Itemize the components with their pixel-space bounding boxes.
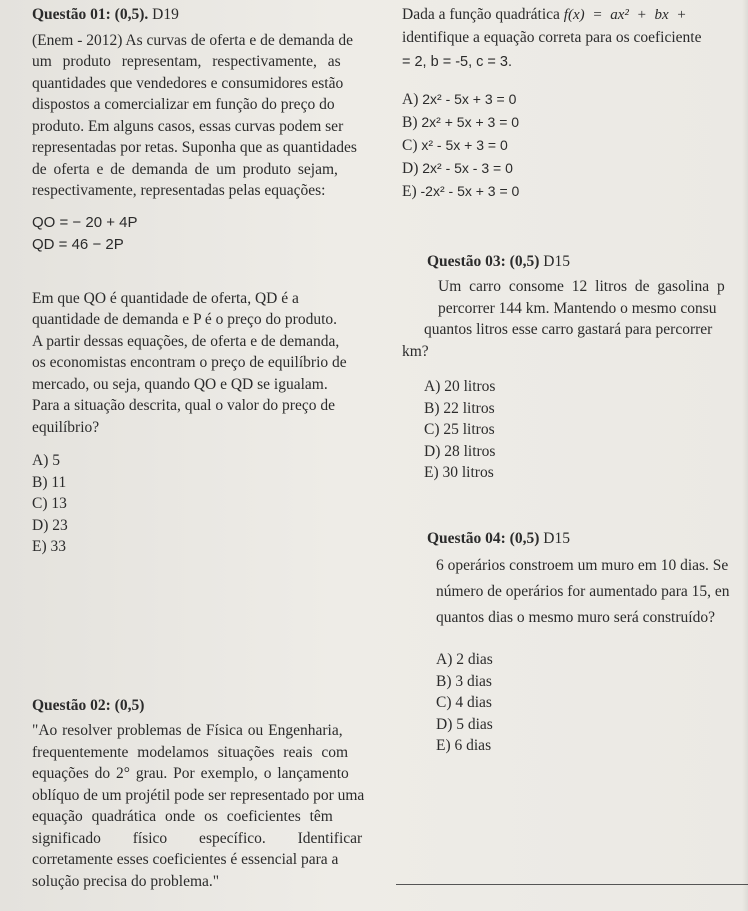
- question-02-title: Questão 02: (0,5): [32, 696, 145, 714]
- statement-line: percorrer 144 km. Mantendo o mesmo consu: [438, 299, 717, 317]
- supply-equation: QO = − 20 + 4P: [32, 213, 138, 231]
- option-c: C) x² - 5x + 3 = 0: [402, 136, 508, 154]
- statement-line: quantos dias o mesmo muro será construído?: [436, 609, 715, 626]
- statement-line: "Ao resolver problemas de Física ou Engenharia,: [32, 722, 343, 739]
- option-e: E) -2x² - 5x + 3 = 0: [402, 182, 520, 200]
- question-04: [402, 528, 748, 757]
- statement-line: Um carro consome 12 litros de gasolina p: [438, 278, 725, 295]
- option-b: B) 3 dias: [436, 672, 492, 690]
- question-03: [402, 251, 748, 484]
- question-01-options: [32, 450, 377, 558]
- question-01-statement: [32, 30, 377, 202]
- statement-line: representadas por retas. Suponha que as quantidades: [32, 139, 357, 156]
- statement-line: km?: [402, 342, 429, 360]
- question-04-title: Questão 04: (0,5) D15: [427, 529, 570, 547]
- option-a: A) 2x² - 5x + 3 = 0: [402, 90, 517, 108]
- body-line: Para a situação descrita, qual o valor do preço de: [32, 397, 335, 414]
- body-line: os economistas encontram o preço de equilíbrio de: [32, 354, 347, 371]
- question-01-title: Questão 01: (0,5). D19: [32, 6, 179, 23]
- statement-line: um produto representam, respectivamente, as: [32, 53, 341, 70]
- statement-line: (Enem - 2012) As curvas de oferta e de demanda de: [32, 31, 354, 49]
- body-line: equilíbrio?: [32, 418, 100, 436]
- option-b: B) 11: [32, 473, 67, 491]
- page-edge-shadow: [742, 0, 748, 911]
- statement-line: respectivamente, representadas pelas equações:: [32, 182, 326, 199]
- option-d: D) 5 dias: [436, 715, 493, 733]
- statement-line: quantos litros esse carro gastará para percorrer: [424, 321, 713, 338]
- statement-line: de oferta e de demanda de um produto sejam,: [32, 160, 338, 178]
- option-a: A) 20 litros: [424, 378, 496, 395]
- left-column: [32, 4, 377, 892]
- question-01-body: [32, 288, 377, 439]
- statement-line: frequentemente modelamos situações reais com: [32, 743, 349, 761]
- instruction-line: identifique a equação correta para os coeficiente: [402, 28, 702, 46]
- question-02: [32, 695, 377, 893]
- statement-line: corretamente esses coeficientes é essencial para a: [32, 851, 339, 868]
- question-04-options: [402, 649, 748, 757]
- body-line: quantidade de demanda e P é o preço do produto.: [32, 311, 338, 328]
- option-e: E) 33: [32, 538, 67, 555]
- statement-line: equações do 2° grau. Por exemplo, o lançamento: [32, 765, 349, 782]
- option-d: D) 23: [32, 516, 68, 534]
- question-03-statement: [402, 276, 748, 362]
- option-d: D) 28 litros: [424, 442, 496, 460]
- function-line: Dada a função quadrática f(x) = ax² + bx +: [402, 6, 687, 23]
- option-e: E) 6 dias: [436, 737, 492, 754]
- body-line: mercado, ou seja, quando QO e QD se igualam.: [32, 375, 328, 393]
- statement-line: oblíquo de um projétil pode ser representado por uma: [32, 786, 365, 804]
- question-03-title: Questão 03: (0,5) D15: [427, 252, 570, 270]
- question-02-statement: [32, 720, 377, 892]
- statement-line: dispostos a comercializar em função do preço do: [32, 96, 335, 113]
- statement-line: produto. Em alguns casos, essas curvas podem ser: [32, 117, 344, 135]
- statement-line: significado físico específico. Identificar: [32, 829, 363, 847]
- option-c: C) 4 dias: [436, 694, 492, 711]
- option-c: C) 13: [32, 495, 67, 512]
- question-03-options: [402, 376, 748, 484]
- statement-line: solução precisa do problema.": [32, 872, 220, 890]
- statement-line: equação quadrática onde os coeficientes têm: [32, 808, 333, 825]
- option-b: B) 2x² + 5x + 3 = 0: [402, 113, 520, 131]
- equations: [32, 212, 377, 256]
- statement-line: quantidades que vendedores e consumidores estão: [32, 74, 344, 92]
- demand-equation: QD = 46 − 2P: [32, 235, 124, 253]
- option-d: D) 2x² - 5x - 3 = 0: [402, 159, 513, 177]
- option-e: E) 30 litros: [424, 464, 494, 481]
- body-line: A partir dessas equações, de oferta e de demanda,: [32, 332, 340, 350]
- bottom-divider: [396, 884, 748, 885]
- statement-line: número de operários for aumentado para 15, en: [436, 583, 730, 600]
- question-02-continuation: [402, 4, 748, 203]
- question-02-options: [402, 88, 748, 203]
- option-a: A) 2 dias: [436, 651, 493, 668]
- quadratic-function: f(x) = ax² + bx +: [563, 7, 687, 23]
- statement-line: 6 operários constroem um muro em 10 dias. Se: [436, 557, 729, 574]
- body-line: Em que QO é quantidade de oferta, QD é a: [32, 289, 299, 307]
- option-c: C) 25 litros: [424, 421, 495, 438]
- option-b: B) 22 litros: [424, 399, 495, 417]
- right-column: [402, 4, 748, 757]
- question-01: [32, 4, 377, 558]
- option-a: A) 5: [32, 452, 60, 469]
- question-04-statement: [402, 553, 748, 631]
- coefficients-line: = 2, b = -5, c = 3.: [402, 54, 513, 70]
